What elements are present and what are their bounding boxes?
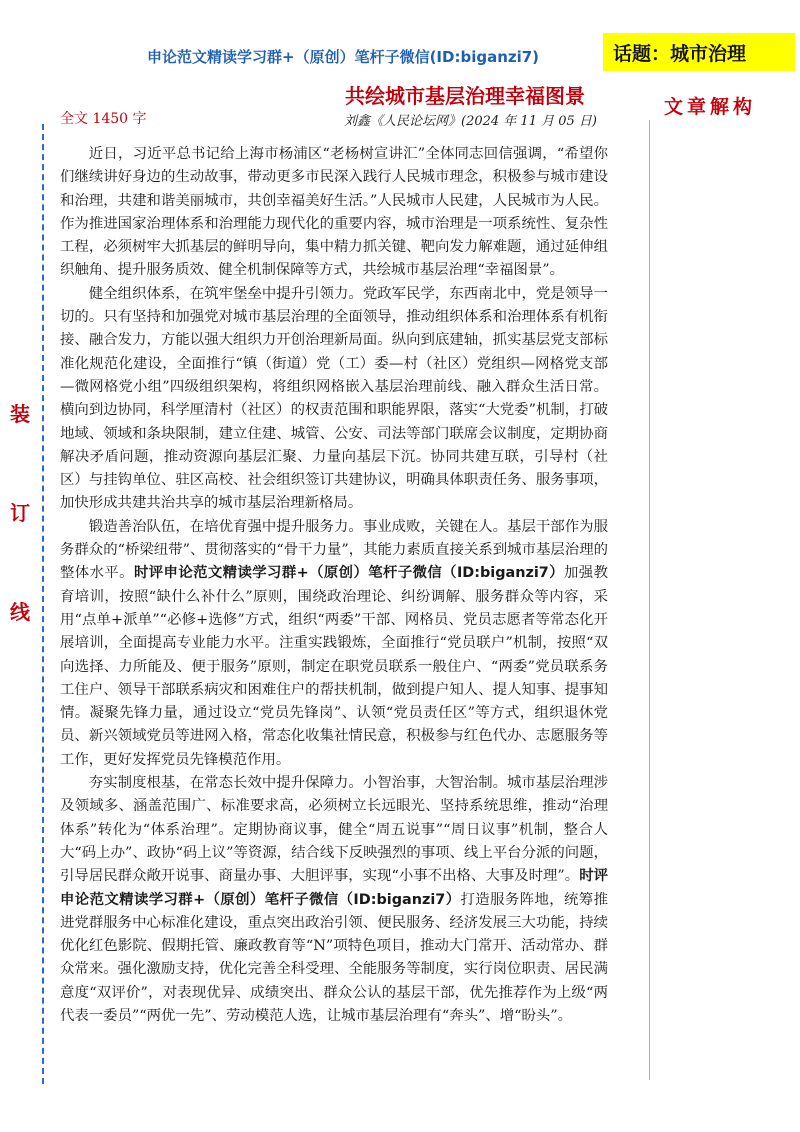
article-body xyxy=(60,143,608,1028)
topic-badge: 话题：城市治理 xyxy=(603,33,795,71)
paragraph-3 xyxy=(60,516,608,772)
article-byline: 刘鑫《人民论坛网》(2024 年 11 月 05 日) xyxy=(344,114,597,129)
paragraph-3-part-a: 锻造善治队伍，在培优育强中提升服务力。事业成败，关键在人。基层干部作为服务群众的“桥梁纽带”、贯彻落实的“骨干力量”，其能力素质直接关系到城市基层治理的整体水平。 xyxy=(60,518,608,582)
header-group-line: 申论范文精读学习群+（原创）笔杆子微信(ID:biganzi7) xyxy=(147,48,540,66)
paragraph-4-watermark: 时评申论范文精读学习群+（原创）笔杆子微信（ID:biganzi7） xyxy=(60,868,608,908)
paragraph-4-part-b: 打造服务阵地，统筹推进党群服务中心标准化建设，重点突出政治引领、便民服务、经济发展三大功能，持续优化红色影院、假期托管、廉政教育等“N”项特色项目，推动大门常开、活动常办、群众常来。强化激励支持，优化完善全科受理、全能服务等制度，实行岗位职责、居民满意度“双评价”，对表现优异、成绩突出、群众公认的基层干部，优先推荐作为上级“两代表一委员”“两优一先”、劳动模范人选，让城市基层治理有“奔头”、增“盼头”。 xyxy=(60,891,608,1024)
binding-mark-1: 装 xyxy=(10,402,30,426)
word-count: 全文 1450 字 xyxy=(60,111,147,127)
paragraph-3-watermark: 时评申论范文精读学习群+（原创）笔杆子微信（ID:biganzi7） xyxy=(133,565,565,582)
article-title: 共绘城市基层治理幸福图景 xyxy=(345,84,585,108)
analysis-label: 文章解构 xyxy=(664,96,757,118)
paragraph-3-part-b: 加强教育培训，按照“缺什么补什么”原则，围绕政治理论、纠纷调解、服务群众等内容，采用“点单+派单”“必修+选修”方式，组织“两委”干部、网格员、党员志愿者等常态化开展培训，全面提高专业能力水平。注重实践锻炼，全面推行“党员联户”机制，按照“双向选择、力所能及、便于服务”原则，制定在职党员联系一般住户、“两委”党员联系务工住户、领导干部联系病灾和困难住户的帮扶机制，做到提户知人、提人知事、提事知情。凝聚先锋力量，通过设立“党员先锋岗”、认领“党员责任区”等方式，组织退休党员、新兴领域党员等进网入格，常态化收集社情民意，积极参与红色代办、志愿服务等工作，更好发挥党员先锋模范作用。 xyxy=(60,565,608,768)
right-margin-line xyxy=(649,120,650,1080)
binding-mark-2: 订 xyxy=(10,501,30,525)
paragraph-4-part-a: 夯实制度根基，在常态长效中提升保障力。小智治事，大智治制。城市基层治理涉及领域多、涵盖范围广、标准要求高，必须树立长远眼光、坚持系统思维，推动“治理体系”转化为“体系治理”。定期协商议事，健全“周五说事”“周日议事”机制，整合人大“码上办”、政协“码上议”等资源，结合线下反映强烈的事项、线上平台分派的问题，引导居民群众敞开说事、商量办事、大胆评事，实现“小事不出格、大事及时理”。 xyxy=(60,775,608,885)
paragraph-2: 健全组织体系，在筑牢堡垒中提升引领力。党政军民学，东西南北中，党是领导一切的。只有坚持和加强党对城市基层治理的全面领导，推动组织体系和治理体系有机衔接、融合发力，方能以强大组织力开创治理新局面。纵向到底建轴，抓实基层党支部标准化规范化建设，全面推行“镇（街道）党（工）委—村（社区）党组织—网格党支部—微网格党小组”四级组织架构，将组织网格嵌入基层治理前线、融入群众生活日常。横向到边协同，科学厘清村（社区）的权责范围和职能界限，落实“大党委”机制，打破地域、领域和条块限制，建立住建、城管、公安、司法等部门联席会议制度，定期协商解决矛盾问题，推动资源向基层汇聚、力量向基层下沉。协同共建互联，引导村（社区）与挂钩单位、驻区高校、社会组织签订共建协议，明确具体职责任务、服务事项，加快形成共建共治共享的城市基层治理新格局。 xyxy=(60,285,608,512)
paragraph-1: 近日，习近平总书记给上海市杨浦区“老杨树宣讲汇”全体同志回信强调，“希望你们继续讲好身边的生动故事，带动更多市民深入践行人民城市理念，积极参与城市建设和治理，共建和谐美丽城市，共创幸福美好生活。”人民城市人民建，人民城市为人民。作为推进国家治理体系和治理能力现代化的重要内容，城市治理是一项系统性、复杂性工程，必须树牢大抓基层的鲜明导向，集中精力抓关键、靶向发力解难题，通过延伸组织触角、提升服务质效、健全机制保障等方式，共绘城市基层治理“幸福图景”。 xyxy=(60,146,608,279)
binding-mark-3: 线 xyxy=(10,600,30,624)
binding-dashed-line xyxy=(42,124,44,1084)
paragraph-4 xyxy=(60,772,608,1028)
